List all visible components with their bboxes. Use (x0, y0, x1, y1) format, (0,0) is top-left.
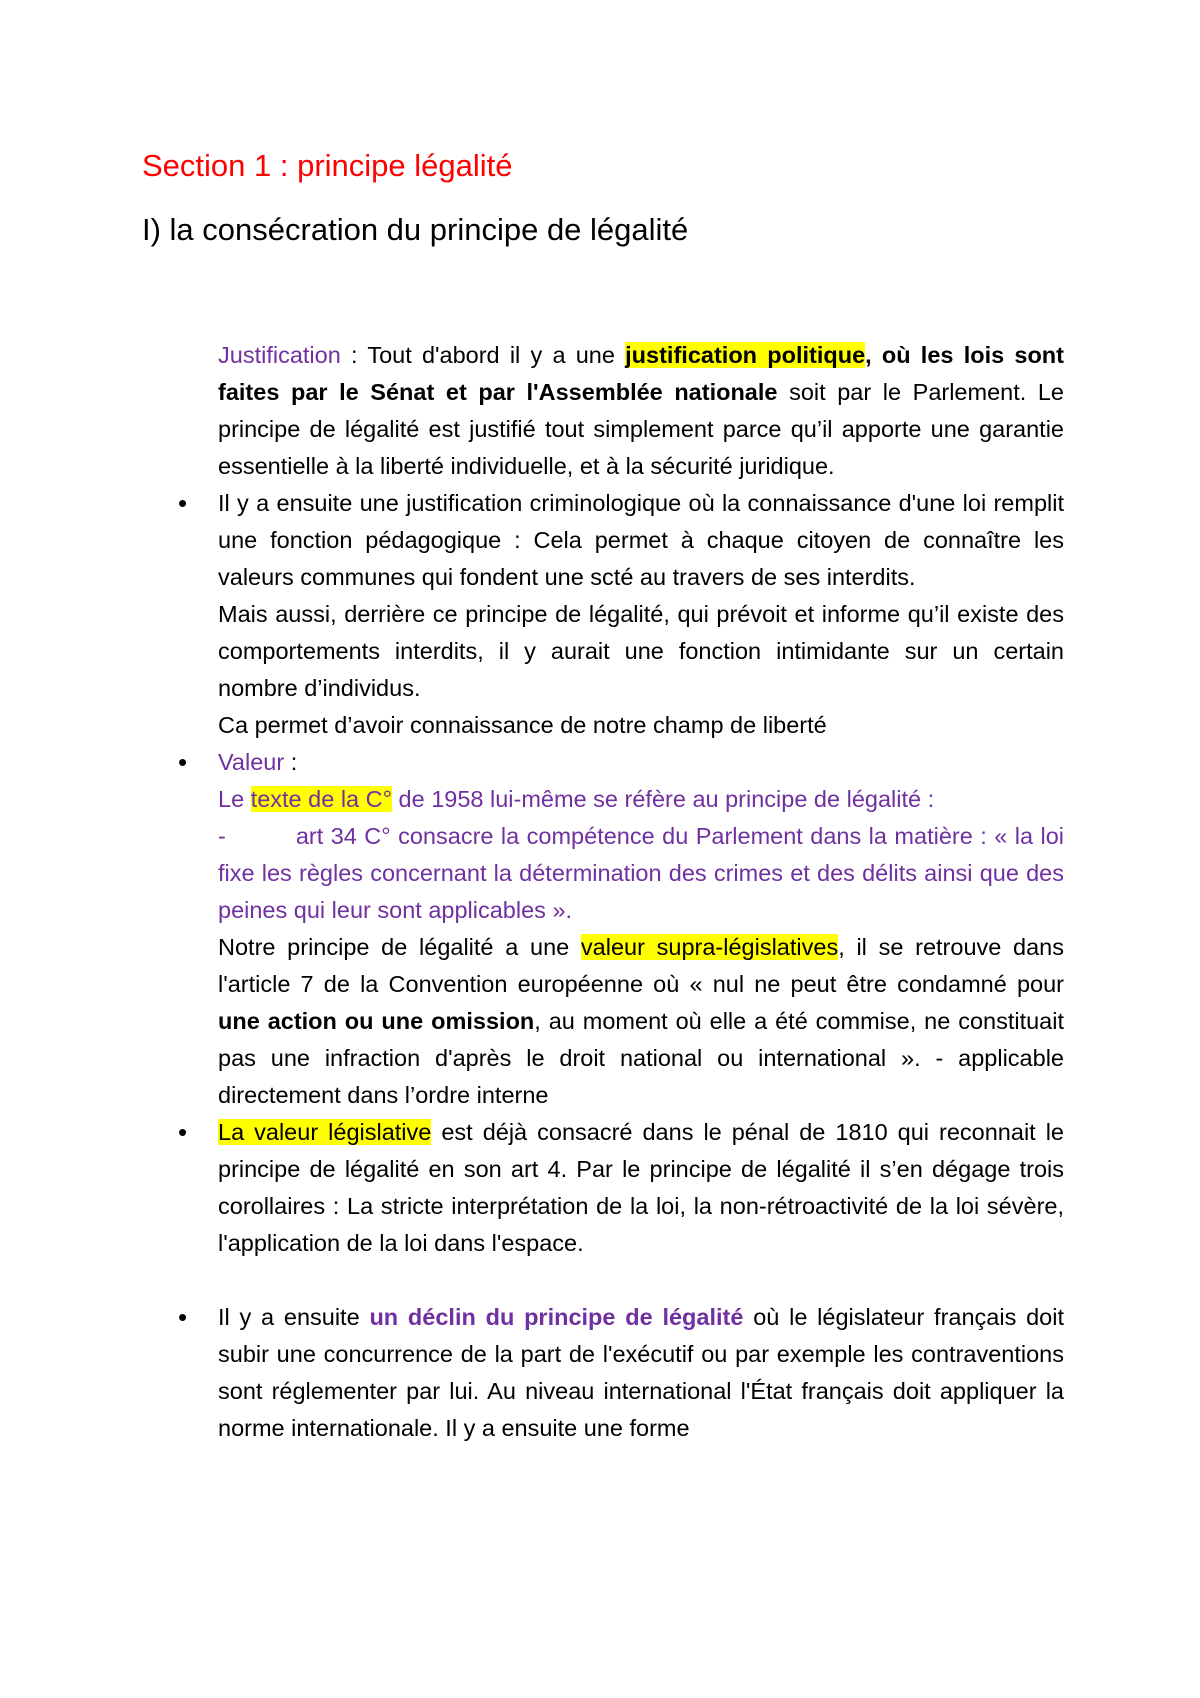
intimidante-text: Mais aussi, derrière ce principe de légalité, qui prévoit et informe qu’il existe des comportements interdits, il y aurait une fonction intimidante sur un certain nombre d’individus. (218, 601, 1064, 701)
bold-action: une action ou une omission (218, 1008, 535, 1034)
bullet-declin (218, 1299, 1064, 1447)
highlight-valeur-legislative: La valeur législative (218, 1119, 432, 1145)
highlight-justification-politique: justification politique (625, 342, 866, 368)
valeur-label: Valeur (218, 749, 285, 775)
paragraph-justification (218, 337, 1064, 485)
le-text: Le (218, 786, 251, 812)
bullet-valeur (218, 744, 1064, 1114)
texte-rest: de 1958 lui-même se réfère au principe de légalité : (392, 786, 935, 812)
dash: - (218, 823, 226, 849)
valeur-legislative-text: est déjà consacré dans le pénal de 1810 qui reconnait le principe de légalité en son art 4. Par le principe de légalité il s’en dégage trois corollaires : La stricte interprétation de la loi, la non-rétroactivité de la loi sévère, l'application de la loi dans l'espace. (218, 1119, 1064, 1256)
bullet-valeur-legislative (218, 1114, 1064, 1262)
notre-text: Notre principe de légalité a une (218, 934, 581, 960)
highlight-texte-c: texte de la C° (250, 786, 393, 812)
bold-declin: un déclin du principe de légalité (369, 1304, 744, 1330)
highlight-supra: valeur supra-législatives (580, 934, 839, 960)
art34-text: art 34 C° consacre la compétence du Parlement dans la matière : « la loi fixe les règles concernant la détermination des crimes et des délits ainsi que des peines qui leur sont applicables ». (218, 823, 1064, 923)
declin-text: où le législateur français doit subir une concurrence de la part de l'exécutif ou par exemple les contraventions sont réglementer par lui. Au niveau international l'État français doit appliquer la norme internationale. Il y a ensuite une forme (218, 1304, 1064, 1441)
document-body (218, 337, 1064, 1447)
subsection-title: I) la consécration du principe de légalité (142, 212, 689, 247)
notre-rest: , il se retrouve dans l'article 7 de la Convention européenne où « nul ne peut être condamné pour (218, 934, 1065, 997)
section-title: Section 1 : principe légalité (142, 148, 513, 183)
liberte-text: Ca permet d’avoir connaissance de notre champ de liberté (218, 712, 827, 738)
justification-rest: soit par le Parlement. Le principe de légalité est justifié tout simplement parce qu’il apporte une garantie essentielle à la liberté individuelle, et à la sécurité juridique. (218, 379, 1065, 479)
notre-end: , au moment où elle a été commise, ne constituait pas une infraction d'après le droit national ou international ». - applicable directement dans l’ordre interne (218, 1008, 1064, 1108)
bold-lois: , où les lois sont faites par le Sénat et par l'Assemblée nationale (218, 342, 1064, 405)
declin-start: Il y a ensuite (218, 1304, 370, 1330)
valeur-sep: : (284, 749, 298, 775)
justification-label: Justification (218, 342, 341, 368)
criminologique-text: Il y a ensuite une justification criminologique où la connaissance d'une loi remplit une fonction pédagogique : Cela permet à chaque citoyen de connaître les valeurs communes qui fondent une scté au travers de ses interdits. (218, 490, 1064, 590)
bullet-criminologique (218, 485, 1064, 744)
justification-sep: : Tout d'abord il y a une (340, 342, 626, 368)
